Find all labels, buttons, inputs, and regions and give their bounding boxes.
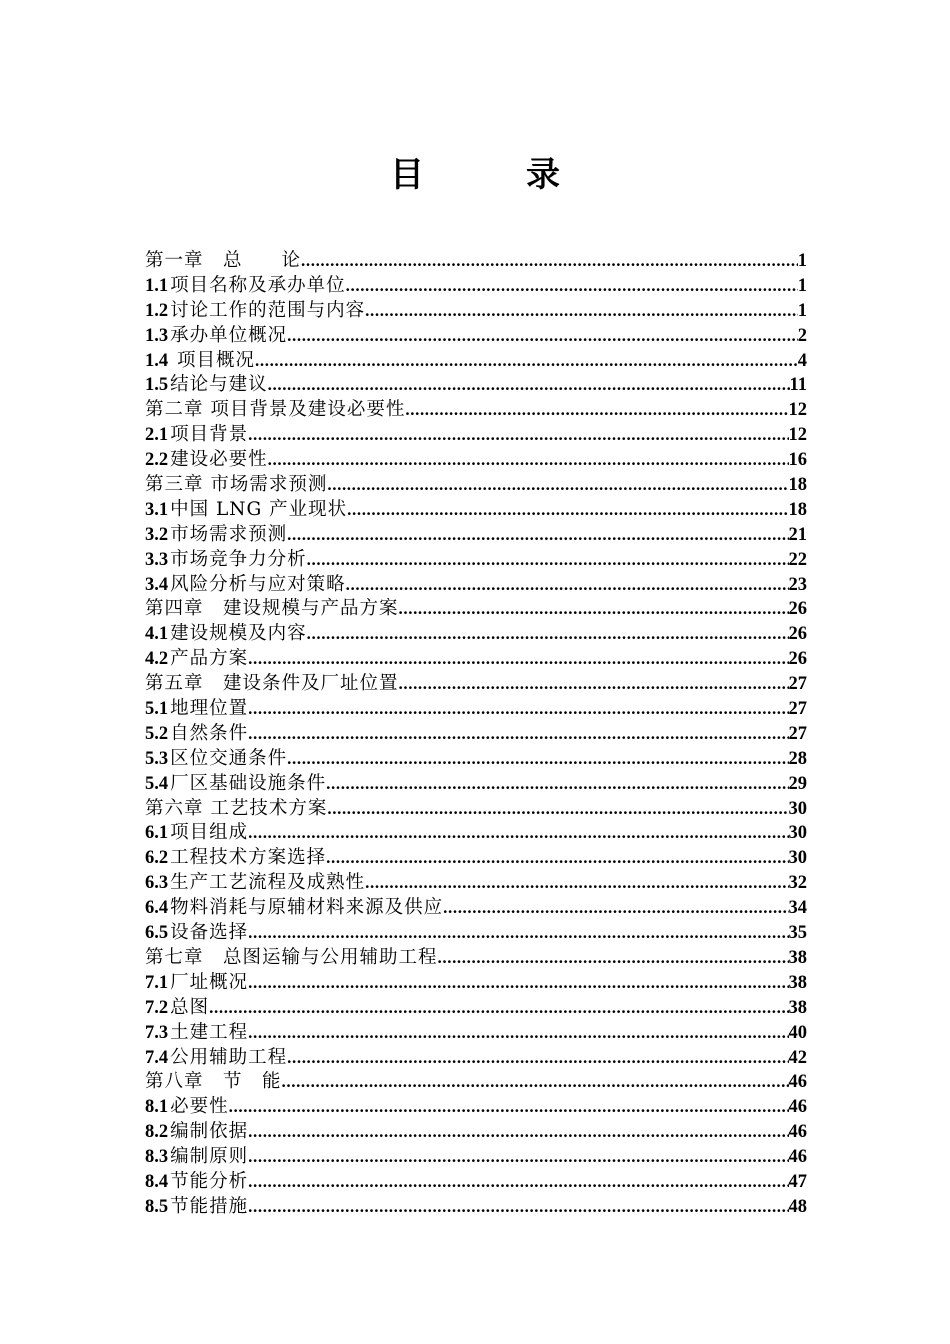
toc-entry[interactable] xyxy=(145,772,807,797)
toc-dot-leader xyxy=(209,996,788,1021)
toc-entry-label xyxy=(145,672,399,697)
toc-section-title: 第三章 市场需求预测 xyxy=(145,474,328,496)
toc-section-number: 3.4 xyxy=(145,574,169,595)
toc-entry-label xyxy=(145,946,438,971)
toc-section-title: 第四章 建设规模与产品方案 xyxy=(145,598,399,620)
toc-dot-leader xyxy=(346,573,789,598)
toc-entry-label xyxy=(145,473,327,498)
toc-entry-label xyxy=(145,398,405,423)
toc-entry[interactable] xyxy=(145,871,807,896)
toc-page-number: 46 xyxy=(788,1097,807,1118)
toc-section-title: 第六章 工艺技术方案 xyxy=(145,797,328,819)
toc-entry[interactable] xyxy=(145,498,807,523)
toc-dot-leader xyxy=(365,871,788,896)
toc-section-title: 必要性 xyxy=(170,1096,229,1118)
toc-page-number: 18 xyxy=(788,499,807,520)
toc-section-title: 节能分析 xyxy=(170,1170,249,1192)
toc-section-title: 项目背景 xyxy=(170,424,249,446)
toc-page-number: 46 xyxy=(788,1147,807,1168)
toc-dot-leader xyxy=(268,448,789,473)
toc-dot-leader xyxy=(346,274,798,299)
toc-section-number: 6.1 xyxy=(145,823,169,844)
toc-section-title: 公用辅助工程 xyxy=(170,1046,288,1068)
toc-page-number: 21 xyxy=(788,524,807,545)
toc-page-number: 1 xyxy=(797,275,807,296)
toc-dot-leader xyxy=(307,622,789,647)
toc-section-title: 厂址概况 xyxy=(170,971,249,993)
toc-section-title: 第八章 节 能 xyxy=(145,1071,282,1093)
toc-page-number: 26 xyxy=(788,599,807,620)
toc-section-title: 第五章 建设条件及厂址位置 xyxy=(145,673,399,695)
toc-dot-leader xyxy=(248,423,788,448)
toc-page-number: 12 xyxy=(788,425,807,446)
toc-dot-leader xyxy=(287,324,798,349)
toc-dot-leader xyxy=(229,1095,789,1120)
toc-entry-label xyxy=(145,1046,287,1071)
toc-dot-leader xyxy=(248,1145,788,1170)
toc-section-number: 3.2 xyxy=(145,524,169,545)
toc-section-number: 4.1 xyxy=(145,624,169,645)
toc-entry-label xyxy=(145,1170,248,1195)
toc-page-number: 4 xyxy=(797,350,807,371)
toc-entry-label xyxy=(145,1195,248,1220)
toc-entry[interactable] xyxy=(145,548,807,573)
toc-page-number: 26 xyxy=(788,649,807,670)
toc-page-number: 22 xyxy=(788,549,807,570)
toc-entry[interactable] xyxy=(145,622,807,647)
toc-section-number: 8.1 xyxy=(145,1097,169,1118)
toc-section-number: 7.4 xyxy=(145,1047,169,1068)
toc-dot-leader xyxy=(248,971,788,996)
toc-entry[interactable] xyxy=(145,398,807,423)
toc-page-number: 27 xyxy=(788,723,807,744)
toc-entry[interactable] xyxy=(145,523,807,548)
toc-dot-leader xyxy=(255,349,798,374)
toc-entry[interactable] xyxy=(145,697,807,722)
toc-section-title: 生产工艺流程及成熟性 xyxy=(170,872,366,894)
toc-page-number: 30 xyxy=(788,848,807,869)
toc-entry-label xyxy=(145,373,268,398)
toc-section-number: 8.2 xyxy=(145,1122,169,1143)
toc-dot-leader xyxy=(347,498,788,523)
toc-section-number: 8.3 xyxy=(145,1147,169,1168)
toc-entry-label xyxy=(145,1145,248,1170)
toc-section-title: 自然条件 xyxy=(170,722,249,744)
toc-section-number: 1.2 xyxy=(145,300,169,321)
toc-entry[interactable] xyxy=(145,1046,807,1071)
toc-dot-leader xyxy=(248,697,788,722)
toc-entry-label xyxy=(145,722,248,747)
toc-page-number: 27 xyxy=(788,674,807,695)
toc-section-number: 8.5 xyxy=(145,1196,169,1217)
toc-entry-label xyxy=(145,548,307,573)
toc-entry[interactable] xyxy=(145,1120,807,1145)
toc-dot-leader xyxy=(326,772,788,797)
toc-entry[interactable] xyxy=(145,349,807,374)
toc-section-title: 编制依据 xyxy=(170,1121,249,1143)
toc-page-number: 46 xyxy=(788,1072,807,1093)
toc-dot-leader xyxy=(282,1070,789,1095)
toc-section-number: 2.2 xyxy=(145,450,169,471)
toc-entry-label xyxy=(145,274,346,299)
toc-section-title: 总图 xyxy=(170,996,210,1018)
toc-entry[interactable] xyxy=(145,423,807,448)
toc-entry-label xyxy=(145,597,399,622)
toc-entry-label xyxy=(145,573,346,598)
toc-section-number: 5.4 xyxy=(145,773,169,794)
toc-section-number: 6.4 xyxy=(145,898,169,919)
toc-page-number: 27 xyxy=(788,699,807,720)
toc-entry[interactable] xyxy=(145,722,807,747)
toc-section-title: 项目概况 xyxy=(170,349,256,371)
toc-section-title: 建设必要性 xyxy=(170,449,268,471)
toc-dot-leader xyxy=(327,473,788,498)
toc-entry-label xyxy=(145,896,443,921)
toc-section-title: 工程技术方案选择 xyxy=(170,847,327,869)
toc-dot-leader xyxy=(287,1046,788,1071)
toc-entry-label xyxy=(145,249,301,274)
toc-section-number: 6.3 xyxy=(145,873,169,894)
toc-entry-label xyxy=(145,921,248,946)
toc-entry[interactable] xyxy=(145,1070,807,1095)
toc-entry[interactable] xyxy=(145,473,807,498)
toc-section-number: 7.2 xyxy=(145,997,169,1018)
toc-entry[interactable] xyxy=(145,573,807,598)
toc-section-title: 编制原则 xyxy=(170,1146,249,1168)
toc-dot-leader xyxy=(248,647,788,672)
toc-page-number: 2 xyxy=(797,325,807,346)
toc-dot-leader xyxy=(287,523,788,548)
toc-section-title: 厂区基础设施条件 xyxy=(170,772,327,794)
toc-page-number: 29 xyxy=(788,773,807,794)
toc-section-title: 承办单位概况 xyxy=(170,324,288,346)
toc-section-title: 物料消耗与原辅材料来源及供应 xyxy=(170,897,444,919)
toc-entry[interactable] xyxy=(145,821,807,846)
toc-dot-leader xyxy=(399,672,789,697)
toc-entry[interactable] xyxy=(145,249,807,274)
toc-entry[interactable] xyxy=(145,747,807,772)
toc-entry-label xyxy=(145,846,326,871)
toc-section-number: 1.3 xyxy=(145,325,169,346)
toc-page-number: 38 xyxy=(788,972,807,993)
toc-section-title: 区位交通条件 xyxy=(170,747,288,769)
toc-section-title: 市场需求预测 xyxy=(170,523,288,545)
toc-entry-label xyxy=(145,996,209,1021)
toc-section-number: 5.1 xyxy=(145,699,169,720)
toc-page-number: 35 xyxy=(788,923,807,944)
toc-dot-leader xyxy=(248,1170,788,1195)
toc-section-title: 结论与建议 xyxy=(170,374,268,396)
toc-entry-label xyxy=(145,1070,282,1095)
toc-entry-label xyxy=(145,1120,248,1145)
toc-dot-leader xyxy=(248,1120,788,1145)
toc-dot-leader xyxy=(438,946,789,971)
toc-entry-label xyxy=(145,423,248,448)
toc-page-number: 18 xyxy=(788,475,807,496)
toc-page-number: 28 xyxy=(788,748,807,769)
toc-section-title: 讨论工作的范围与内容 xyxy=(170,299,366,321)
toc-dot-leader xyxy=(248,722,788,747)
toc-entry-label xyxy=(145,349,255,374)
toc-entry-label xyxy=(145,299,365,324)
toc-entry[interactable] xyxy=(145,324,807,349)
toc-section-title: 地理位置 xyxy=(170,698,249,720)
toc-dot-leader xyxy=(248,821,788,846)
toc-entry-label xyxy=(145,697,248,722)
toc-section-number: 1.5 xyxy=(145,375,169,396)
toc-entry[interactable] xyxy=(145,373,807,398)
toc-entry[interactable] xyxy=(145,672,807,697)
toc-entry[interactable] xyxy=(145,1195,807,1220)
toc-section-title: 建设规模及内容 xyxy=(170,623,307,645)
toc-page-number: 40 xyxy=(788,1022,807,1043)
table-of-contents xyxy=(145,249,807,1220)
toc-section-title: 产品方案 xyxy=(170,648,249,670)
toc-page-number: 32 xyxy=(788,873,807,894)
toc-page-number: 48 xyxy=(788,1196,807,1217)
toc-section-number: 5.3 xyxy=(145,748,169,769)
toc-entry[interactable] xyxy=(145,846,807,871)
toc-page-number: 42 xyxy=(788,1047,807,1068)
toc-entry-label xyxy=(145,523,287,548)
toc-entry[interactable] xyxy=(145,448,807,473)
toc-dot-leader xyxy=(248,921,788,946)
toc-dot-leader xyxy=(301,249,798,274)
toc-entry[interactable] xyxy=(145,1095,807,1120)
toc-title: 目 录 xyxy=(390,155,594,195)
toc-dot-leader xyxy=(248,1021,788,1046)
toc-entry[interactable] xyxy=(145,896,807,921)
toc-entry[interactable] xyxy=(145,647,807,672)
toc-dot-leader xyxy=(268,373,790,398)
toc-dot-leader xyxy=(248,1195,788,1220)
toc-entry[interactable] xyxy=(145,971,807,996)
toc-page-number: 30 xyxy=(788,798,807,819)
toc-entry-label xyxy=(145,622,307,647)
toc-page-number: 34 xyxy=(788,898,807,919)
toc-entry[interactable] xyxy=(145,1021,807,1046)
toc-page-number: 30 xyxy=(788,823,807,844)
toc-page-number: 47 xyxy=(788,1171,807,1192)
toc-section-number: 3.3 xyxy=(145,549,169,570)
toc-section-number: 7.3 xyxy=(145,1022,169,1043)
toc-section-number: 6.2 xyxy=(145,848,169,869)
toc-entry-label xyxy=(145,821,248,846)
toc-page-number: 26 xyxy=(788,624,807,645)
toc-section-number: 5.2 xyxy=(145,723,169,744)
toc-dot-leader xyxy=(443,896,788,921)
toc-dot-leader xyxy=(327,797,788,822)
toc-section-number: 1.1 xyxy=(145,275,169,296)
toc-page-number: 23 xyxy=(788,574,807,595)
toc-page-number: 11 xyxy=(789,375,807,396)
toc-section-title: 中国 LNG 产业现状 xyxy=(170,498,348,520)
toc-entry-label xyxy=(145,747,287,772)
toc-entry[interactable] xyxy=(145,921,807,946)
toc-page-number: 1 xyxy=(797,251,807,271)
toc-entry-label xyxy=(145,324,287,349)
toc-entry[interactable] xyxy=(145,299,807,324)
toc-page-number: 1 xyxy=(797,300,807,321)
toc-entry[interactable] xyxy=(145,274,807,299)
toc-section-number: 7.1 xyxy=(145,972,169,993)
toc-dot-leader xyxy=(365,299,798,324)
toc-page-number: 38 xyxy=(788,947,807,968)
toc-entry[interactable] xyxy=(145,946,807,971)
toc-section-number: 4.2 xyxy=(145,649,169,670)
toc-page-number: 38 xyxy=(788,997,807,1018)
toc-section-number: 3.1 xyxy=(145,499,169,520)
toc-section-title: 节能措施 xyxy=(170,1195,249,1217)
toc-entry[interactable] xyxy=(145,797,807,822)
toc-section-number: 1.4 xyxy=(145,350,169,371)
toc-entry-label xyxy=(145,971,248,996)
toc-section-title: 市场竞争力分析 xyxy=(170,548,307,570)
toc-entry-label xyxy=(145,498,347,523)
toc-section-number: 8.4 xyxy=(145,1171,169,1192)
toc-section-title: 土建工程 xyxy=(170,1021,249,1043)
toc-entry-label xyxy=(145,1021,248,1046)
toc-entry[interactable] xyxy=(145,996,807,1021)
toc-page-number: 46 xyxy=(788,1122,807,1143)
toc-dot-leader xyxy=(287,747,788,772)
toc-entry[interactable] xyxy=(145,1170,807,1195)
toc-section-title: 第一章 总 论 xyxy=(145,250,302,271)
toc-dot-leader xyxy=(405,398,788,423)
toc-section-number: 2.1 xyxy=(145,425,169,446)
toc-entry-label xyxy=(145,647,248,672)
toc-dot-leader xyxy=(326,846,788,871)
toc-entry-label xyxy=(145,772,326,797)
toc-entry[interactable] xyxy=(145,597,807,622)
toc-section-title: 设备选择 xyxy=(170,922,249,944)
toc-section-title: 第二章 项目背景及建设必要性 xyxy=(145,399,406,421)
toc-section-title: 项目组成 xyxy=(170,822,249,844)
toc-page-number: 16 xyxy=(788,450,807,471)
toc-section-title: 风险分析与应对策略 xyxy=(170,573,346,595)
toc-entry-label xyxy=(145,871,365,896)
toc-page-number: 12 xyxy=(788,400,807,421)
toc-section-title: 第七章 总图运输与公用辅助工程 xyxy=(145,946,438,968)
toc-dot-leader xyxy=(399,597,789,622)
toc-entry-label xyxy=(145,797,327,822)
toc-entry[interactable] xyxy=(145,1145,807,1170)
toc-entry-label xyxy=(145,448,268,473)
toc-section-title: 项目名称及承办单位 xyxy=(170,274,346,296)
toc-dot-leader xyxy=(307,548,789,573)
toc-entry-label xyxy=(145,1095,229,1120)
toc-section-number: 6.5 xyxy=(145,923,169,944)
